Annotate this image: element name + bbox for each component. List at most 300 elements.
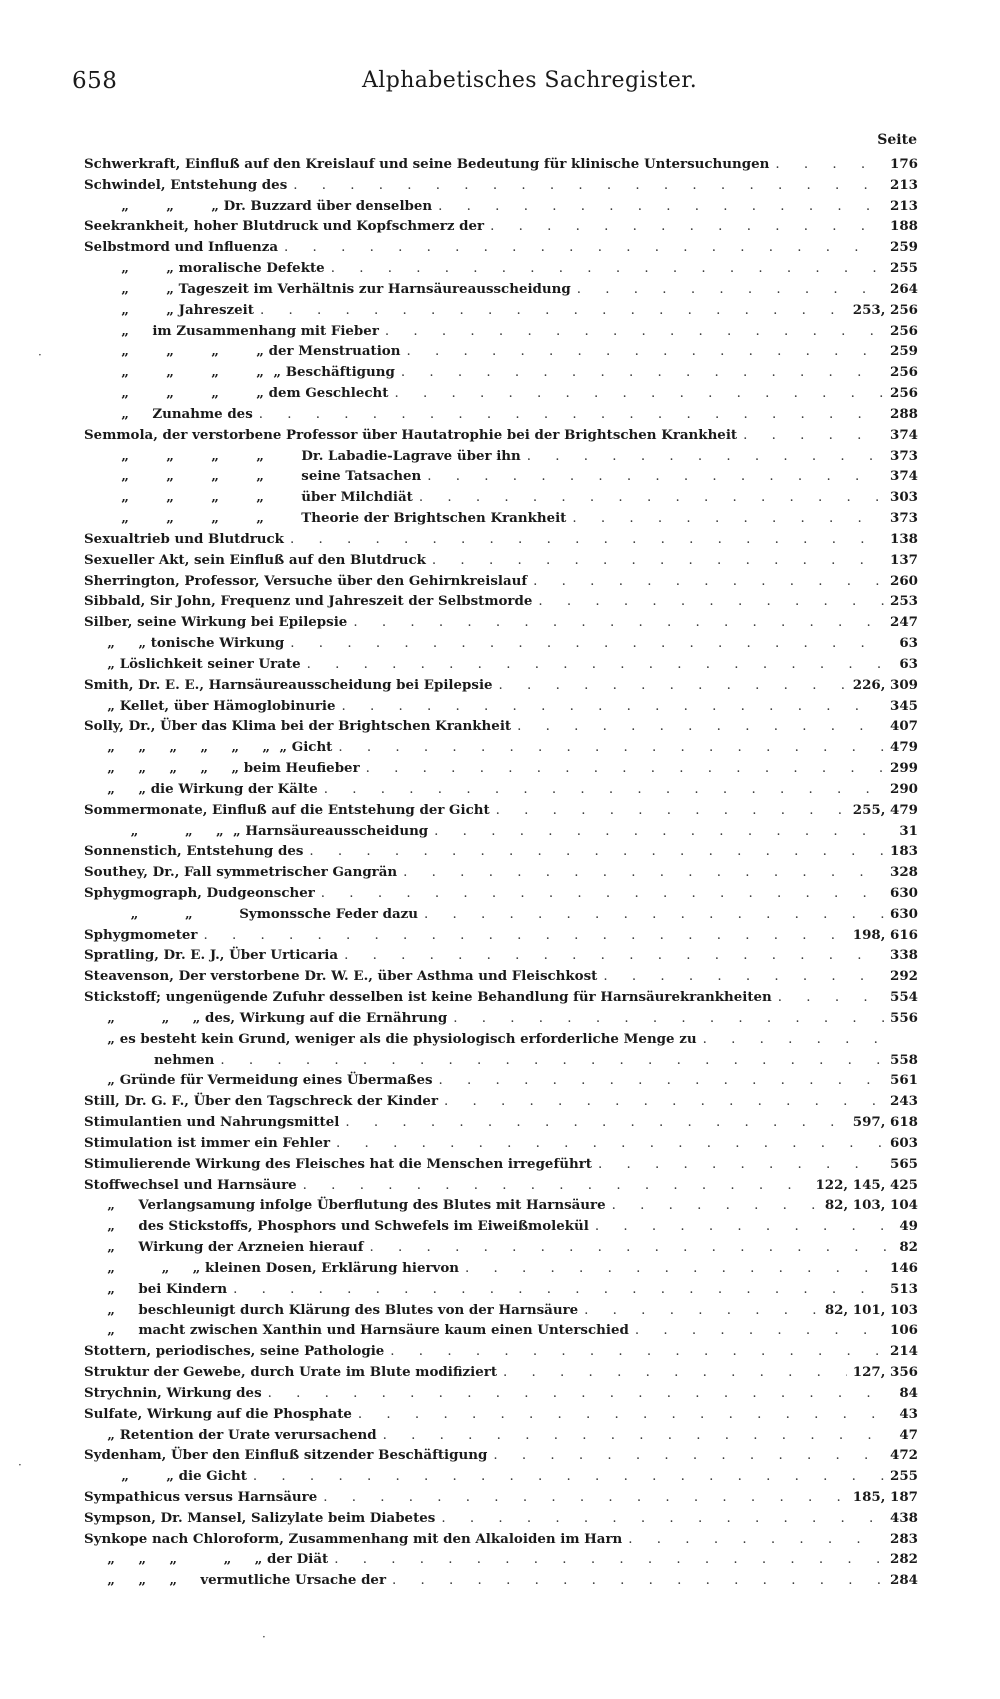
ditto-marks: „ [84,1218,139,1235]
ditto-marks: „ „ „ „ „ „ „ [84,739,292,756]
dot-leader [496,801,847,821]
dot-leader [268,1384,886,1404]
index-entry [84,862,918,883]
entry-text: bei Kindern [138,1280,228,1297]
entry-text: macht zwischen Xanthin und Harnsäure kaum einen Unterschied [138,1322,629,1339]
dot-leader [444,1092,884,1112]
ditto-marks [84,1050,154,1071]
index-entry [84,654,918,675]
dot-leader [527,447,884,467]
ditto-marks: „ „ „ „ [84,510,302,527]
dot-leader [406,342,884,362]
running-title: Alphabetisches Sachregister. [362,68,698,93]
ditto-marks: „ [84,1322,139,1339]
entry-pages: 253, 256 [852,301,918,318]
entry-text: moralische Defekte [178,260,325,277]
dot-leader [427,467,884,487]
index-entry [84,258,918,279]
index-entry [84,1570,918,1591]
dot-leader [517,717,884,737]
entry-text: Sibbald, Sir John, Frequenz und Jahreszeit der Selbstmorde [84,593,533,610]
dot-leader [358,1405,886,1425]
ditto-marks: „ „ „ [84,197,224,214]
dot-leader [324,780,884,800]
dot-leader [253,1467,884,1487]
index-entry [84,904,918,925]
entry-text: im Zusammenhang mit Fieber [152,322,379,339]
ditto-marks: „ „ „ „ [84,447,302,464]
index-entry [84,508,918,529]
entry-pages: 49 [899,1218,918,1235]
dot-leader [438,197,884,217]
entry-pages: 106 [890,1322,918,1339]
entry-text: Verlangsamung infolge Überflutung des Blutes mit Harnsäure [138,1197,606,1214]
dot-leader [465,1259,884,1279]
ditto-marks: „ „ „ [84,1259,206,1276]
index-entry [84,1133,918,1154]
dot-leader [603,967,884,987]
index-entry [84,1154,918,1175]
column-label-seite: Seite [877,132,917,148]
entry-text: Kellet, über Hämoglobinurie [119,697,336,714]
entry-text: der Diät [267,1551,329,1568]
entry-text: des, Wirkung auf die Ernährung [205,1009,448,1026]
dot-leader [370,1238,886,1258]
dot-leader [635,1321,884,1341]
ditto-marks: „ „ „ „ „ [84,760,244,777]
entry-pages: 374 [890,468,918,485]
entry-text: Sherrington, Professor, Versuche über den Gehirnkreislauf [84,572,528,589]
dot-leader [290,530,884,550]
entry-pages: 213 [890,197,918,214]
index-entry [84,446,918,467]
ditto-marks: „ „ „ [84,1009,206,1026]
entry-pages: 84 [899,1384,918,1401]
ditto-marks: „ „ [84,905,240,922]
index-entry [84,1445,918,1466]
ditto-marks: „ „ „ [84,1572,201,1589]
index-entry [84,612,918,633]
entry-pages: 82 [899,1239,918,1256]
entry-pages: 137 [890,551,918,568]
dot-leader [595,1217,886,1237]
dot-leader [775,155,884,175]
entry-pages: 259 [890,343,918,360]
entry-pages: 554 [890,989,918,1006]
dot-leader [577,280,884,300]
dot-leader [441,1509,884,1529]
entry-text: Stottern, periodisches, seine Pathologie [84,1343,385,1360]
ditto-marks: „ „ [84,780,151,797]
dot-leader [572,509,884,529]
entry-pages: 183 [890,843,918,860]
entry-text: tonische Wirkung [150,635,285,652]
index-entry [84,1175,918,1196]
index-entry [84,175,918,196]
index-entry [84,550,918,571]
entry-text: Retention der Urate verursachend [119,1426,377,1443]
ditto-marks: „ [84,1301,139,1318]
index-entry [84,1529,918,1550]
dot-leader [453,1009,884,1029]
dot-leader [390,1342,884,1362]
dot-leader [743,426,884,446]
ditto-marks: „ „ „ „ [84,489,302,506]
index-entry [84,487,918,508]
ditto-marks: „ [84,697,120,714]
index-entry [84,737,918,758]
entry-text: beschleunigt durch Klärung des Blutes von der Harnsäure [138,1301,579,1318]
index-entry [84,279,918,300]
entry-text: Sexueller Akt, sein Einfluß auf den Blutdruck [84,551,426,568]
entry-pages: 303 [890,489,918,506]
entry-pages: 214 [890,1343,918,1360]
ditto-marks: „ [84,655,120,672]
entry-text: die Gicht [178,1468,247,1485]
scan-speck: · [18,1458,22,1472]
entry-pages: 256 [890,385,918,402]
entry-pages: 43 [899,1405,918,1422]
index-entry [84,1008,918,1029]
ditto-marks: „ [84,1426,120,1443]
entry-text: Sulfate, Wirkung auf die Phosphate [84,1405,352,1422]
dot-leader [284,238,884,258]
entry-pages: 255, 479 [852,801,918,818]
entry-pages: 513 [890,1280,918,1297]
dot-leader [385,322,884,342]
dot-leader [490,217,884,237]
index-entry [84,529,918,550]
entry-pages: 603 [890,1134,918,1151]
entry-pages: 290 [890,780,918,797]
entry-pages: 292 [890,968,918,985]
dot-leader [628,1530,884,1550]
page-header [72,64,892,100]
ditto-marks: „ „ „ „ [84,343,269,360]
dot-leader [203,926,846,946]
index-entry [84,1216,918,1237]
ditto-marks: „ „ [84,280,179,297]
entry-text: Sphygmograph, Dudgeonscher [84,884,315,901]
ditto-marks: „ [84,1280,139,1297]
entry-text: Strychnin, Wirkung des [84,1384,262,1401]
index-entry [84,987,918,1008]
entry-pages: 185, 187 [852,1489,918,1505]
entry-pages: 247 [890,614,918,631]
index-entry [84,383,918,404]
dot-leader [303,1176,810,1196]
ditto-marks: „ „ „ „ „ [84,364,286,381]
dot-leader [432,551,884,571]
entry-pages: 299 [890,760,918,777]
index-entry [84,216,918,237]
entry-pages: 176 [890,156,918,172]
index-entry [84,696,918,717]
entry-text: Stimulantien und Nahrungsmittel [84,1114,340,1131]
entry-text: seine Tatsachen [301,468,422,485]
entry-pages: 82, 103, 104 [824,1197,918,1214]
dot-leader [503,1363,847,1383]
entry-text: Sympson, Dr. Mansel, Salizylate beim Diabetes [84,1509,436,1526]
index-entry [84,841,918,862]
entry-text: Sexualtrieb und Blutdruck [84,530,284,547]
entry-pages: 374 [890,426,918,443]
dot-leader [401,363,884,383]
entry-text: Symonssche Feder dazu [239,905,418,922]
index-entry [84,1300,918,1321]
dot-leader [703,1030,886,1050]
entry-pages: 556 [890,1009,918,1026]
entry-pages: 438 [890,1509,918,1526]
ditto-marks: „ „ „ „ „ [84,1551,268,1568]
dot-leader [321,884,884,904]
entry-text: Stimulierende Wirkung des Fleisches hat die Menschen irregeführt [84,1155,592,1172]
entry-text: Jahreszeit [178,301,254,318]
index-entry [84,300,918,321]
entry-text: Still, Dr. G. F., Über den Tagschreck der Kinder [84,1093,438,1110]
dot-leader [419,488,884,508]
index-entry [84,1549,918,1570]
entry-text: Sphygmometer [84,926,198,943]
dot-leader [584,1301,819,1321]
entry-pages: 561 [890,1072,918,1089]
entry-pages: 198, 616 [852,926,918,943]
entry-text: Selbstmord und Influenza [84,239,279,256]
entry-text: Seekrankheit, hoher Blutdruck und Kopfschmerz der [84,218,485,235]
entry-text: Sommermonate, Einfluß auf die Entstehung der Gicht [84,801,490,818]
index-entry [84,425,918,446]
entry-text: Solly, Dr., Über das Klima bei der Brightschen Krankheit [84,718,512,735]
dot-leader [383,1426,886,1446]
ditto-marks: „ „ „ „ [84,468,302,485]
entry-pages: 345 [890,697,918,714]
index-entry [84,1383,918,1404]
dot-leader [336,1134,884,1154]
index-entry [84,821,918,842]
index-entry [84,675,918,696]
dot-leader [233,1280,884,1300]
index-entry [84,633,918,654]
dot-leader [331,259,884,279]
entry-text: des Stickstoffs, Phosphors und Schwefels im Eiweißmolekül [138,1218,589,1235]
index-entry [84,237,918,258]
entry-text: der Menstruation [268,343,401,360]
index-entry [84,1487,918,1508]
entry-text: Dr. Buzzard über denselben [223,197,433,214]
entry-text: über Milchdiät [301,489,413,506]
entry-text: Zunahme des [152,405,253,422]
index-entry [84,1425,918,1446]
entry-pages: 407 [890,718,918,735]
entry-pages: 255 [890,260,918,277]
index-entry [84,966,918,987]
entry-pages: 82, 101, 103 [824,1301,918,1318]
ditto-marks: „ „ [84,1468,179,1485]
entry-text: die Wirkung der Kälte [150,780,318,797]
index-entry [84,1070,918,1091]
entry-text: Semmola, der verstorbene Professor über Hautatrophie bei der Brightschen Krankheit [84,426,738,443]
entry-text: Dr. Labadie-Lagrave über ihn [301,447,521,464]
entry-pages: 283 [890,1530,918,1547]
entry-pages: 565 [890,1155,918,1172]
index-entry [84,571,918,592]
entry-pages: 259 [890,239,918,256]
entry-pages: 288 [890,405,918,422]
index-entry [84,1508,918,1529]
ditto-marks: „ „ [84,635,151,652]
entry-text: Wirkung der Arzneien hierauf [138,1239,364,1256]
entry-text: Smith, Dr. E. E., Harnsäureausscheidung bei Epilepsie [84,676,493,693]
entry-pages: 213 [890,176,918,193]
dot-leader [612,1196,819,1216]
entry-text: nehmen [153,1051,215,1068]
ditto-marks: „ [84,322,153,339]
entry-pages: 264 [890,280,918,297]
index-entry [84,154,918,175]
ditto-marks: „ „ [84,260,179,277]
index-entry [84,1195,918,1216]
dot-leader [366,759,884,779]
index-entry [84,1362,918,1383]
entry-pages: 328 [890,864,918,881]
index-entry [84,1091,918,1112]
entry-text: Stoffwechsel und Harnsäure [84,1176,297,1193]
entry-text: kleinen Dosen, Erklärung hiervon [205,1259,459,1276]
entry-text: Harnsäureausscheidung [245,822,429,839]
entry-text: Sonnenstich, Entstehung des [84,843,304,860]
dot-leader [334,1550,884,1570]
entry-pages: 253 [890,593,918,610]
entry-text: Southey, Dr., Fall symmetrischer Gangrän [84,864,398,881]
dot-leader [439,1071,885,1091]
index-list [84,154,918,1591]
index-entry [84,1320,918,1341]
ditto-marks: „ [84,405,153,422]
index-entry [84,321,918,342]
entry-pages: 373 [890,447,918,464]
dot-leader [424,905,884,925]
entry-text: Löslichkeit seiner Urate [119,655,301,672]
entry-text: Struktur der Gewebe, durch Urate im Blute modifiziert [84,1364,498,1381]
dot-leader [293,176,884,196]
entry-pages: 31 [899,822,918,839]
entry-text: Sympathicus versus Harnsäure [84,1489,318,1505]
dot-leader [499,676,847,696]
dot-leader [323,1488,847,1508]
entry-pages: 47 [899,1426,918,1443]
entry-text: Synkope nach Chloroform, Zusammenhang mit den Alkaloiden im Harn [84,1530,623,1547]
entry-pages: 146 [890,1259,918,1276]
entry-pages: 256 [890,364,918,381]
entry-text: es besteht kein Grund, weniger als die physiologisch erforderliche Menge zu [119,1030,697,1047]
dot-leader [290,634,886,654]
index-entry [84,1050,918,1071]
entry-pages: 256 [890,322,918,339]
index-entry [84,1029,918,1050]
entry-text: Schwerkraft, Einfluß auf den Kreislauf und seine Bedeutung für klinische Untersuchungen [84,156,770,172]
ditto-marks: „ [84,1197,139,1214]
ditto-marks: „ [84,1239,139,1256]
scan-speck: · [38,348,42,362]
dot-leader [307,655,886,675]
entry-text: beim Heufieber [243,760,360,777]
index-entry [84,341,918,362]
entry-pages: 138 [890,530,918,547]
entry-pages: 630 [890,905,918,922]
dot-leader [341,697,884,717]
dot-leader [493,1446,884,1466]
entry-text: Schwindel, Entstehung des [84,176,288,193]
entry-pages: 472 [890,1447,918,1464]
entry-text: vermutliche Ursache der [200,1572,387,1589]
entry-text: Beschäftigung [285,364,395,381]
index-entry [84,1237,918,1258]
dot-leader [338,738,884,758]
entry-text: Gicht [291,739,333,756]
entry-text: Sydenham, Über den Einfluß sitzender Beschäftigung [84,1447,488,1464]
ditto-marks: „ „ „ „ [84,385,269,402]
entry-text: Steavenson, Der verstorbene Dr. W. E., über Asthma und Fleischkost [84,968,598,985]
scan-speck: · [262,1630,266,1644]
entry-text: Spratling, Dr. E. J., Über Urticaria [84,947,339,964]
dot-leader [538,592,884,612]
dot-leader [220,1051,884,1071]
index-entry [84,1341,918,1362]
dot-leader [345,1113,846,1133]
entry-pages: 597, 618 [852,1114,918,1131]
dot-leader [309,842,884,862]
entry-text: Gründe für Vermeidung eines Übermaßes [119,1072,433,1089]
index-entry [84,925,918,946]
entry-pages: 373 [890,510,918,527]
ditto-marks: „ [84,1030,120,1047]
dot-leader [392,1571,884,1591]
entry-pages: 282 [890,1551,918,1568]
dot-leader [259,405,884,425]
entry-text: Stickstoff; ungenügende Zufuhr desselben ist keine Behandlung für Harnsäurekrankheiten [84,989,772,1006]
entry-pages: 284 [890,1572,918,1589]
index-entry [84,1112,918,1133]
index-entry [84,883,918,904]
entry-pages: 260 [890,572,918,589]
index-entry [84,591,918,612]
index-entry [84,1258,918,1279]
index-entry [84,1404,918,1425]
ditto-marks: „ [84,1072,120,1089]
dot-leader [778,988,884,1008]
index-entry [84,800,918,821]
entry-pages: 630 [890,884,918,901]
entry-pages: 338 [890,947,918,964]
entry-pages: 63 [899,655,918,672]
dot-leader [394,384,884,404]
index-entry [84,466,918,487]
entry-text: Stimulation ist immer ein Fehler [84,1134,331,1151]
index-entry [84,196,918,217]
index-entry [84,716,918,737]
dot-leader [598,1155,884,1175]
entry-pages: 558 [890,1051,918,1068]
index-entry [84,1466,918,1487]
entry-pages: 226, 309 [852,676,918,693]
index-entry [84,1279,918,1300]
page-number: 658 [72,68,118,94]
entry-text: dem Geschlecht [268,385,389,402]
dot-leader [353,613,884,633]
index-entry [84,758,918,779]
entry-pages: 479 [890,739,918,756]
dot-leader [260,301,847,321]
